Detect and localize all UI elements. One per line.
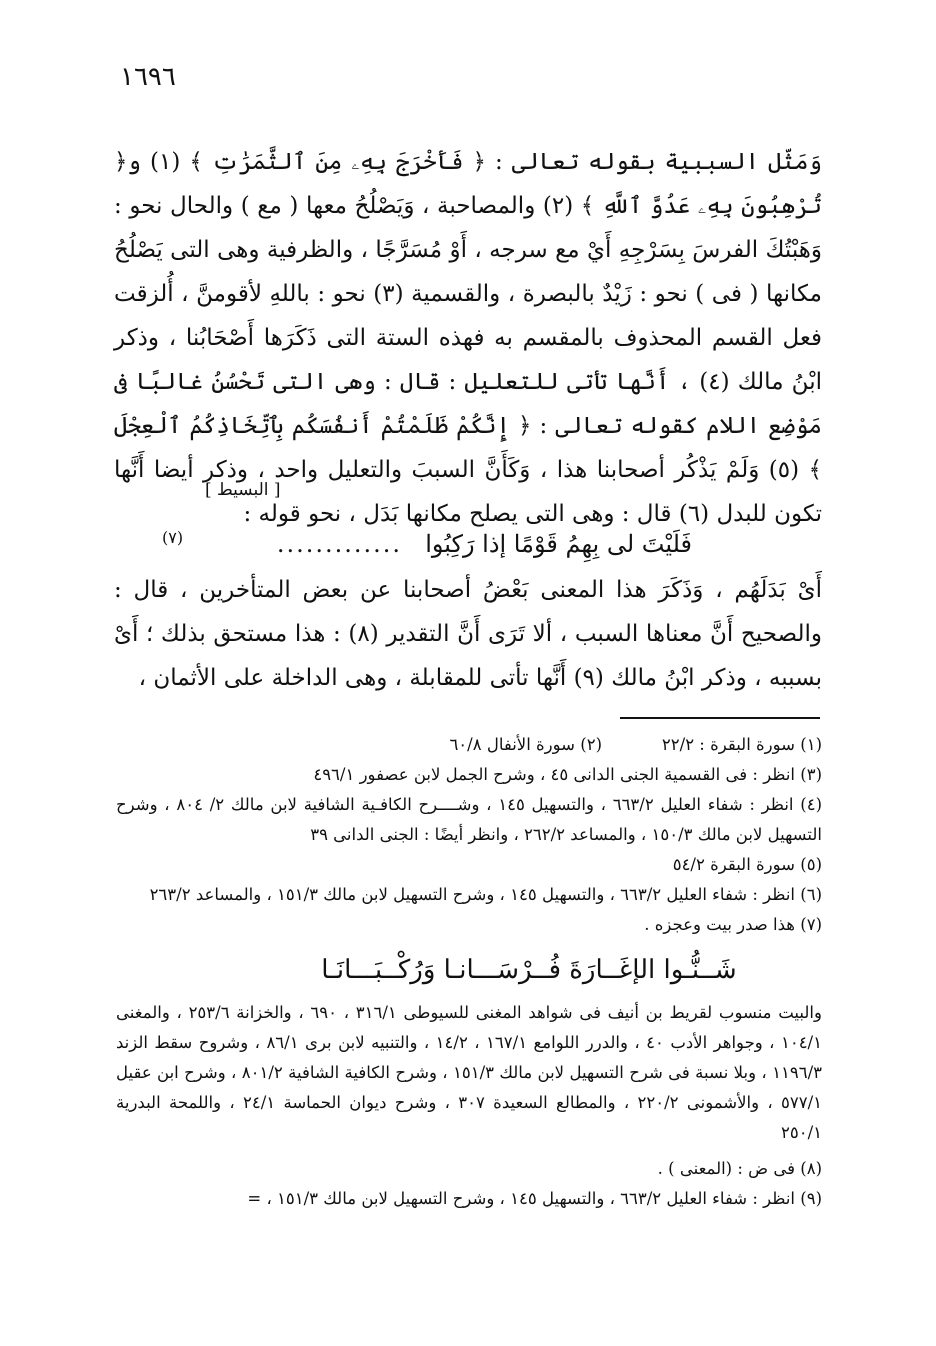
paragraph-2: أَىْ بَدَلَهُم ، وَذَكَرَ هذا المعنى بَعْضُ أصحابنا عن بعض المتأخرين ، قال : والصحيح أَنَّ معناها السبب ، ألا تَرَى أَنَّ التقدير (٨) : هذا مستحق بذلك ؛ أَىْ بسببه ، وذكر ابْنُ مالك (٩) أَنَّها تأتى للمقابلة ، وهى الداخلة على الأثمان ، <box>114 577 822 691</box>
footnote-4: (٤) انظر : شفاء العليل ٦٦٣/٢ ، والتسهيل ١٤٥ ، وشــــرح الكافـية الشافية لابن مالك ٢/ ٨٠٤ ، وشرح التسهيل لابن مالك ١٥٠/٣ ، والمساعد ٢٦٢/٢ ، وانظر أيضًا : الجنى الدانى ٣٩ <box>116 795 822 844</box>
verse-ellipsis: ............. <box>276 530 402 558</box>
main-text-continued <box>114 568 822 700</box>
verse-hemistich: فَلَيْتَ لى بِهِمُ قَوْمًا إذا رَكِبُوا <box>425 530 692 558</box>
paragraph-1: وَمَثّل السببية بقوله تعالى : ﴿ فَأَخْرَجَ بِهِۦ مِنَ ٱلثَّمَرَٰتِ ﴾ (١) و﴿ تُرْهِبُونَ بِهِۦ عَدُوَّ ٱللَّهِ ﴾ (٢) والمصاحبة ، وَيَصْلُحُ معها ( مع ) والحال نحو : وَهَبْتُكَ الفرسَ بِسَرْجِهِ أَيْ مع سرجه ، أَوْ مُسَرَّجًا ، والظرفية وهى التى يَصْلُحُ مكانها ( فى ) نحو : زَيْدٌ بالبصرة ، والقسمية (٣) نحو : باللهِ لأقومنَّ ، أُلزقت فعل القسم المحذوف بالمقسم به فهذه الستة التى ذَكَرَها أَصْحَابُنا ، وذكر ابْنُ مالك (٤) ، أَنَّها تأتى للتعليل : قال : وهى التى تَحْسُنُ غالبًا فى مَوْضِع اللام كقوله تعالى : ﴿ إِنَّكُمْ ظَلَمْتُمْ أَنفُسَكُم بِٱتِّخَاذِكُمُ ٱلْعِجْلَ ﴾ (٥) وَلَمْ يَذْكُر أصحابنا هذا ، وَكَأَنَّ السببَ والتعليل واحد ، وذكر أيضا أَنَّها تكون للبدل (٦) قال : وهى التى يصلح مكانها بَدَل ، نحو قوله : <box>114 149 822 527</box>
verse-line <box>114 522 822 566</box>
footnote-6: (٦) انظر : شفاء العليل ٦٦٣/٢ ، والتسهيل ١٤٥ ، وشرح التسهيل لابن مالك ١٥١/٣ ، والمساعد ٢٦٣/٢ <box>149 885 822 904</box>
page-number: ١٦٩٦ <box>120 62 176 92</box>
footnote-5: (٥) سورة البقرة ٥٤/٢ <box>672 855 822 874</box>
meter-label: [ البسيط ] <box>205 480 281 500</box>
footnote-9: (٩) انظر : شفاء العليل ٦٦٣/٢ ، والتسهيل ١٤٥ ، وشرح التسهيل لابن مالك ١٥١/٣ ، = <box>247 1189 822 1208</box>
footnote-divider <box>620 717 820 719</box>
main-text <box>114 140 822 536</box>
footnotes <box>116 730 822 1214</box>
footnote-7-poem: شَــنُّـوا الإغَــارَةَ فُــرْسَـــانـا وَرُكْــبَـــانَـا <box>321 955 737 985</box>
footnote-7: (٧) هذا صدر بيت وعجزه . <box>644 915 822 934</box>
footnote-8: (٨) فى ض : (المعنى ) . <box>657 1159 822 1178</box>
footnote-2: (٢) سورة الأنفال ٦٠/٨ <box>449 735 602 754</box>
footnote-1: (١) سورة البقرة : ٢٢/٢ <box>661 735 822 754</box>
footnote-7-source: والبيت منسوب لقريط بن أنيف فى شواهد المغنى للسيوطى ٣١٦/١ ، ٦٩٠ ، والخزانة ٢٥٣/٦ ، والمغنى ١٠٤/١ ، وجواهر الأدب ٤٠ ، والدرر اللوامع ١٦٧/١ ، ١٤/٢ ، والتنبيه لابن برى ٨٦/١ ، وشروح سقط الزند ١١٩٦/٣ ، وبلا نسبة فى شرح التسهيل لابن مالك ١٥١/٣ ، وشرح الكافية الشافية ٨٠١/٢ ، وشرح ابن عقيل ٥٧٧/١ ، والأشمونى ٢٢٠/٢ ، والمطالع السعيدة ٣٠٧ ، وشرح ديوان الحماسة ٢٤/١ ، واللمحة البدرية ٢٥٠/١ <box>116 1003 823 1142</box>
verse-footnote-mark: (٧) <box>162 528 184 547</box>
footnote-row-1-2 <box>116 730 822 760</box>
footnote-3: (٣) انظر : فى القسمية الجنى الدانى ٤٥ ، وشرح الجمل لابن عصفور ٤٩٦/١ <box>313 765 822 784</box>
